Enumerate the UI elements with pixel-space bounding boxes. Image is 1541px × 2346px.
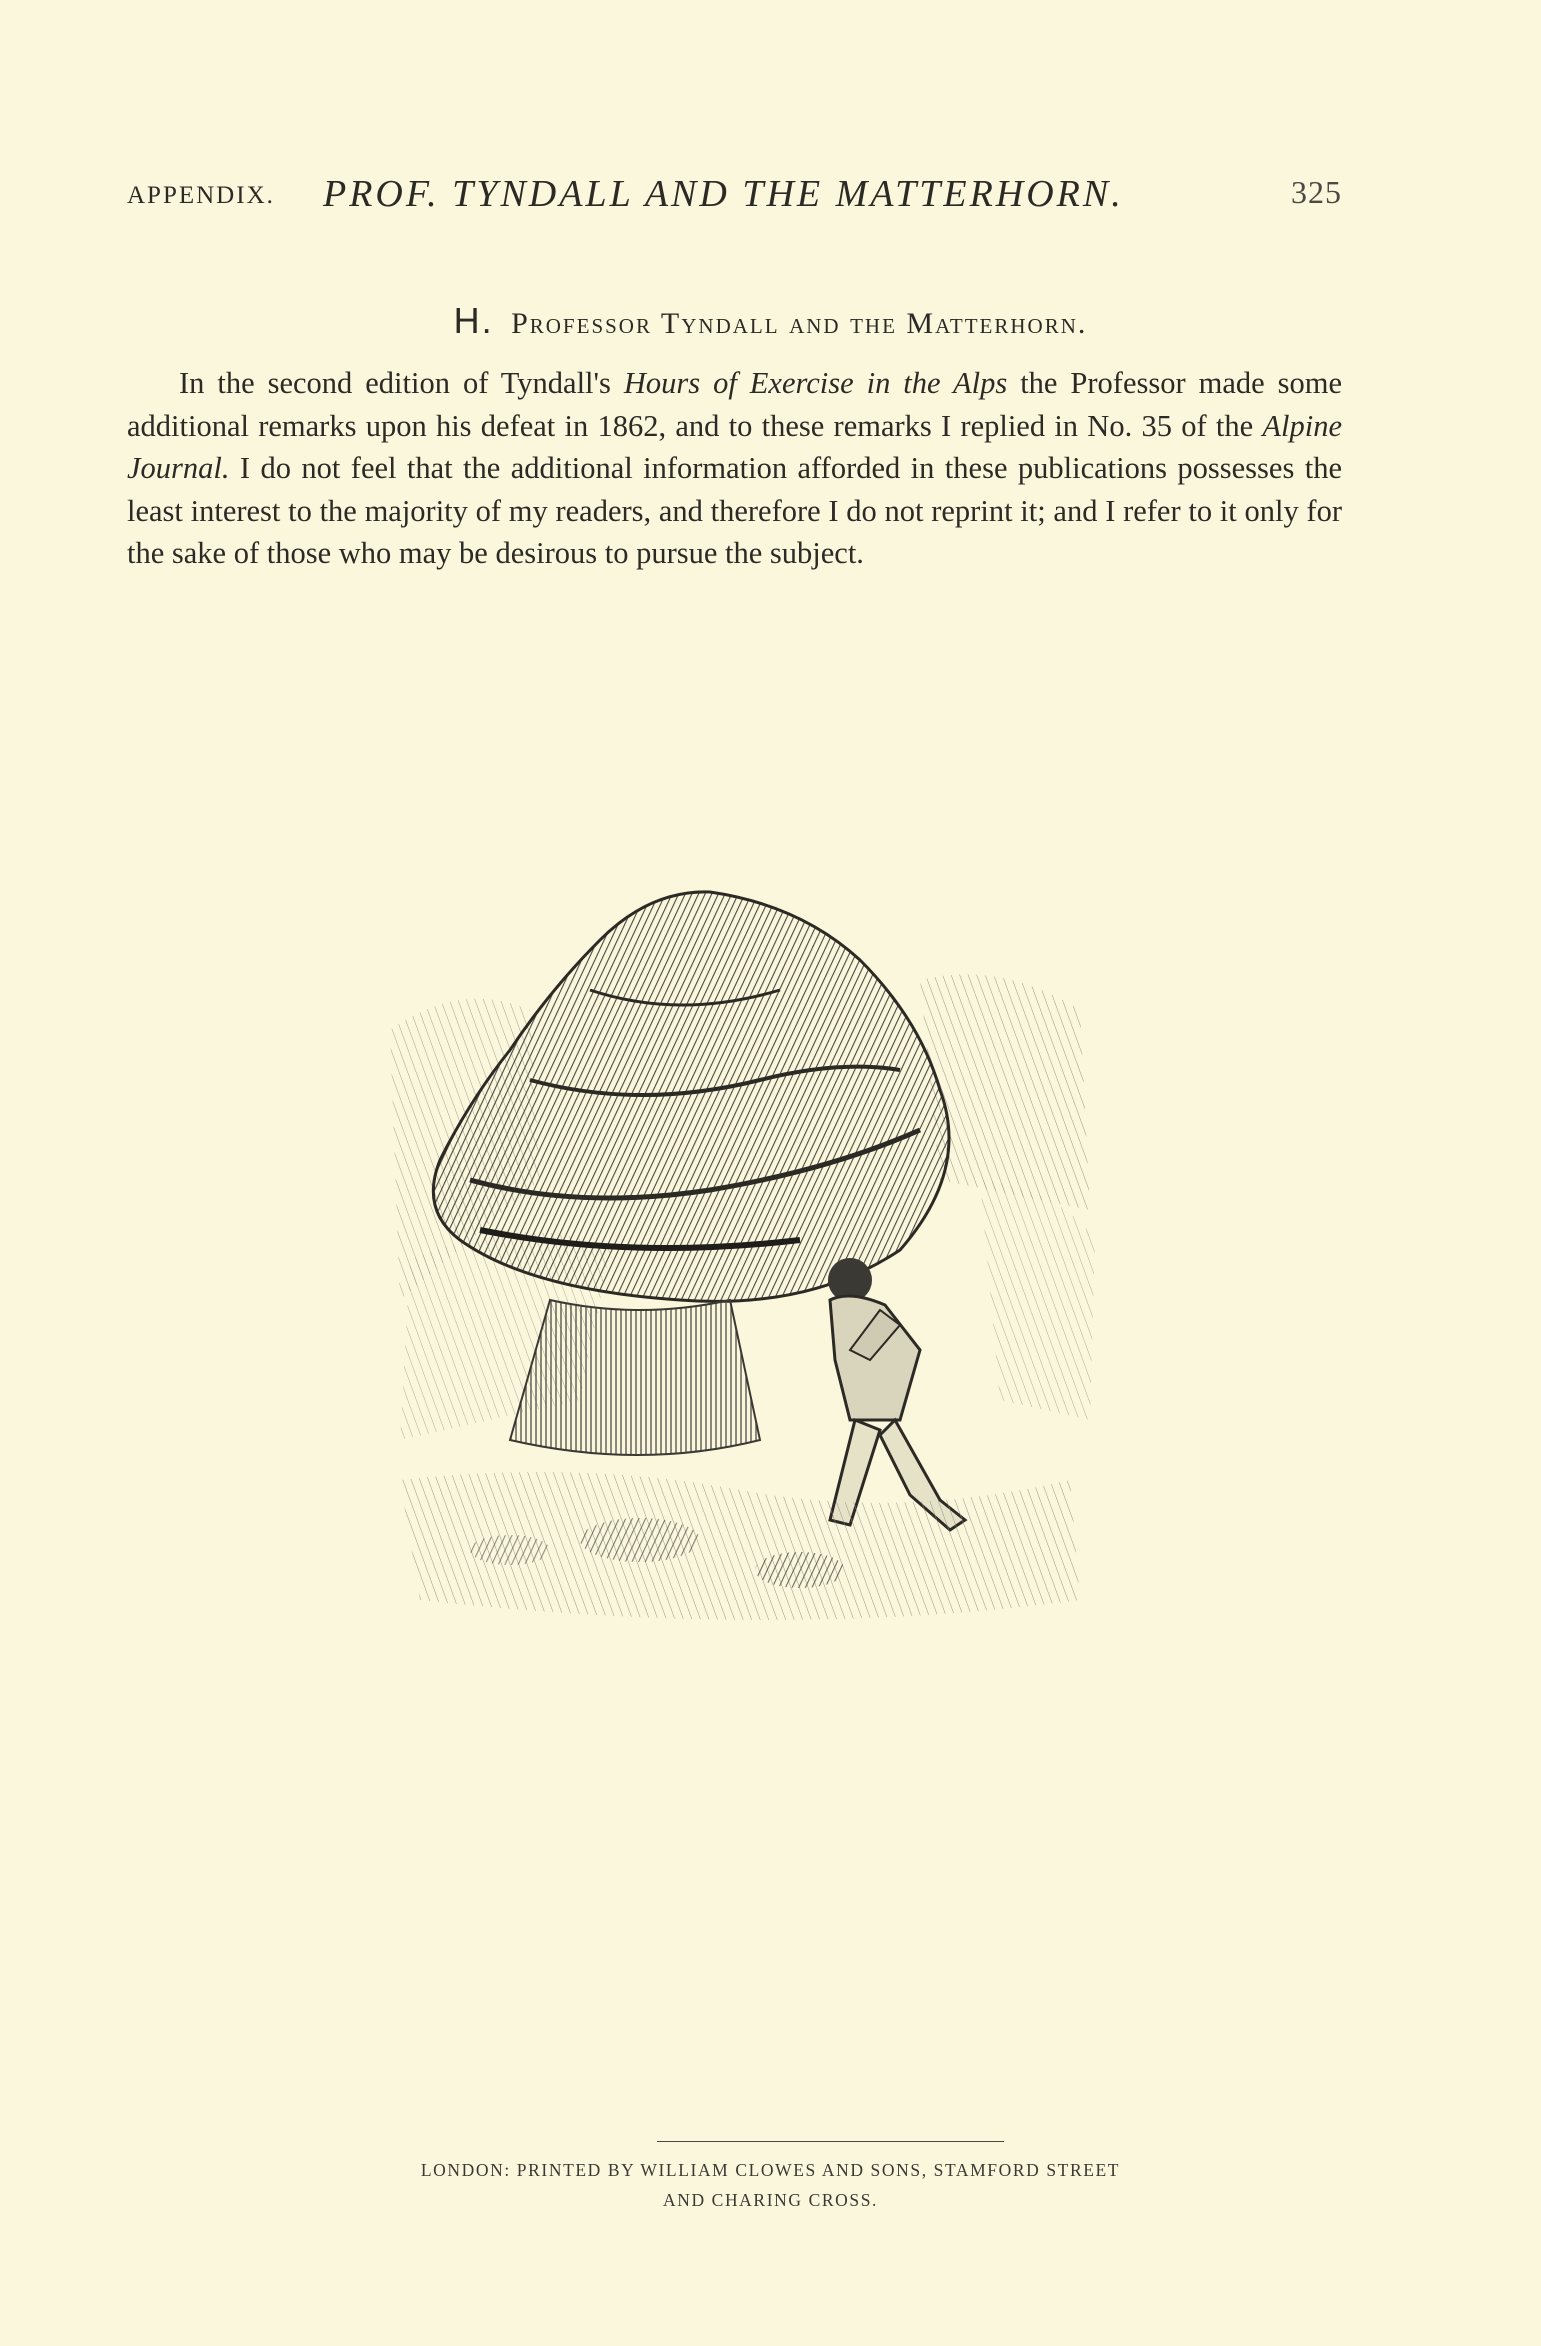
journal-title-alpine-journal: Alpine Journal. (127, 408, 1342, 485)
book-title-hours-of-exercise: Hours of Exercise in the Alps (623, 366, 1008, 400)
printer-colophon (0, 2155, 1541, 2215)
page-number: 325 (1291, 174, 1342, 210)
boulder (433, 892, 949, 1302)
engraving-boulder-illustration (380, 880, 1100, 1660)
running-head (127, 172, 1342, 222)
climber-figure (828, 1258, 965, 1530)
colophon-rule (657, 2141, 1004, 2142)
running-head-appendix: APPENDIX. (127, 182, 275, 209)
section-letter: H. (453, 300, 494, 341)
foreground-rocks (400, 1472, 1080, 1620)
stone-pedestal (510, 1300, 760, 1455)
colophon-line2: AND CHARING CROSS. (662, 2190, 878, 2210)
body-paragraph (127, 362, 1342, 575)
body-text-part2: the Professor made some additional remarks upon his defeat in 1862, and to these remarks I replied in No. 35 of the (127, 366, 1342, 443)
section-heading (0, 300, 1541, 342)
body-text-part1: In the second edition of Tyndall's (179, 366, 624, 400)
colophon-line1: LONDON: PRINTED BY WILLIAM CLOWES AND SONS, STAMFORD STREET (420, 2160, 1121, 2180)
body-text-part3: I do not feel that the additional information afforded in these publications possesses the least interest to the majority of my readers, and therefore I do not reprint it; and I refer to it only for the sake of those who may be desirous to pursue the subject. (127, 451, 1342, 570)
section-title: Professor Tyndall and the Matterhorn. (511, 307, 1088, 340)
running-head-title: PROF. TYNDALL AND THE MATTERHORN. (323, 173, 1124, 215)
